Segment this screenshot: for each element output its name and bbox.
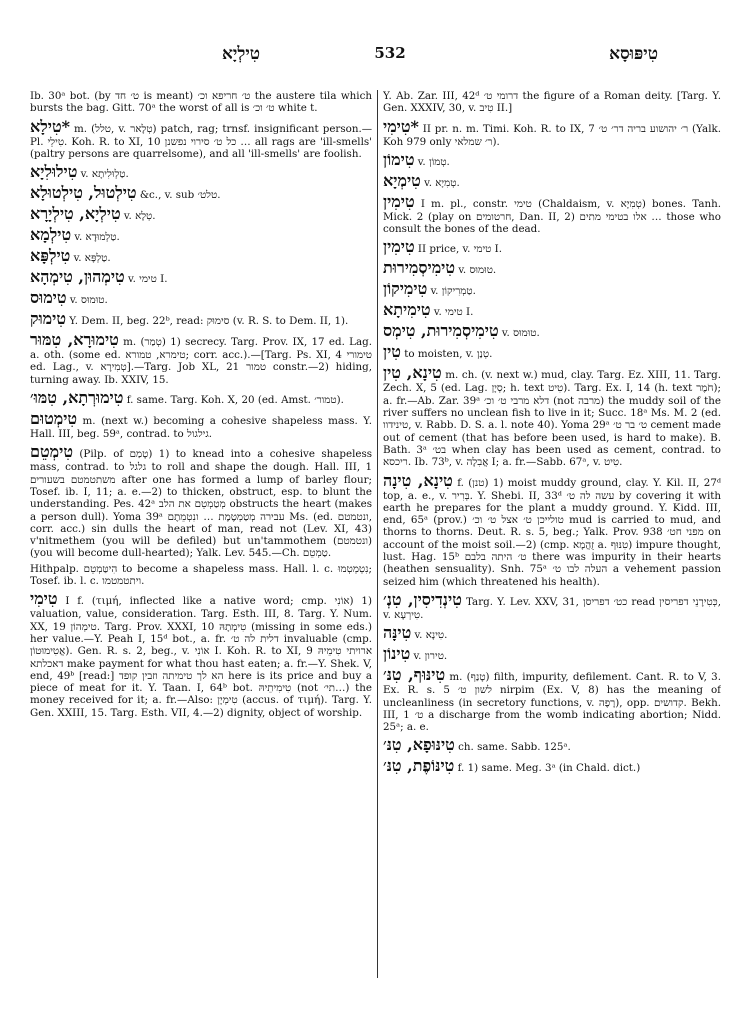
- dictionary-entry: [30, 118, 372, 161]
- dictionary-entry: [30, 410, 372, 440]
- left-column: [30, 90, 372, 990]
- entry-text: Y. Dem. II, beg. 22ᵇ, read: סימוּק (v. R. S. to Dem. II, 1).: [69, 315, 349, 328]
- entry-text: (Pilp. of טָמַם) 1) to knead into a cohesive shapeless mass, contrad. to גלגל to roll and shape the dough. Hall. III, 1 משתטמטם בשעורים after one has formed a lump of barley flour; Tosef. ib. I, 11; a. e.—2) to thicken, obstruct, esp. to blunt the understanding. Pes. 42ᵃ מְטַמְטֵם את הלב obstructs the heart (makes a person dull). Yoma 39ᵃ עבירה מְטַמְטֶמֶת … ונִטְמֵתֶם Ms. (ed. ונטמטם, corr. acc.) sin dulls the heart of man, read not (Lev. XI, 43) v'nitmethem (you will be defiled) but un'tammothem (ונטמטם) (you will become dull-hearted); Yalk. Lev. 545.—Ch. טַמְטֵם.: [30, 448, 372, 560]
- entry-headword: טִימִיתָא: [383, 300, 431, 320]
- running-header: [36, 44, 714, 74]
- entry-headword: טִימְיָא: [383, 170, 421, 190]
- dictionary-entry: [30, 310, 372, 328]
- dictionary-entry: [30, 247, 372, 265]
- entry-headword: טִינָא, טִינָה: [383, 470, 453, 490]
- dictionary-entry: [383, 118, 721, 148]
- header-right-word: טִיפּוּסָא: [609, 44, 658, 64]
- entry-headword: טִימוּס: [30, 288, 67, 308]
- entry-headword: *טִילָא: [30, 116, 70, 136]
- entry-text: Y. Ab. Zar. III, 42ᵈ דרומי ט׳ the figure of a Roman deity. [Targ. Y. Gen. XXXIV, 30, v. טִיב II.]: [383, 90, 721, 115]
- entry-headword: טִילְמָא: [30, 225, 72, 245]
- dictionary-entry: [383, 666, 721, 733]
- dictionary-entry: [383, 238, 721, 256]
- dictionary-entry: [30, 590, 372, 719]
- dictionary-entry: [30, 184, 372, 202]
- entry-text: to moisten, v. טְנַן.: [404, 348, 493, 361]
- entry-headword: טִימוּרְתָא, טִמּוּ׳: [30, 388, 124, 408]
- entry-text: v. טִינָא.: [414, 629, 448, 642]
- entry-headword: טִימִיקוֹן: [383, 279, 428, 299]
- entry-headword: טִימוּק: [30, 309, 66, 329]
- dictionary-entry: [30, 268, 372, 286]
- dictionary-entry: [383, 624, 721, 642]
- entry-text: f. same. Targ. Koh. X, 20 (ed. Amst. טמור׳).: [126, 394, 344, 407]
- dictionary-entry: [383, 259, 721, 277]
- dictionary-entry: [383, 280, 721, 298]
- page-number: 532: [374, 44, 406, 62]
- entry-headword: טִינָּה: [383, 623, 412, 643]
- entry-text: &c., v. sub טלט׳.: [139, 189, 221, 202]
- dictionary-entry: [30, 389, 372, 407]
- entry-headword: טִימִי: [30, 589, 58, 609]
- entry-text: v. טירון.: [413, 650, 448, 663]
- header-left-word: טִילְיָא: [222, 44, 261, 64]
- dictionary-entry: [383, 322, 721, 340]
- column-divider: [377, 90, 378, 978]
- dictionary-entry: [30, 226, 372, 244]
- dictionary-entry: [383, 591, 721, 621]
- entry-text: I f. (τιμή, inflected like a native word; cmp. אוֹנִי) 1) valuation, value, consideration. Targ. Esth. III, 8. Targ. Y. Num. XX, 19 טימְהוֹן. Targ. Prov. XXXI, 10 טִימְתָהּ (missing in some eds.) her value.—Y. Peah I, 15ᵈ bot., a. fr. דלית לה ט׳ invaluable (cmp. אֲטִימוּטוֹן). Gen. R. s. 2, beg., v. אוֹנִי I. Koh. R. to XI, 9 ארויתי טִימֵיהּ דאכלתא make payment for what thou hast eaten; a. fr.—Y. Shek. V, end, 49ᵇ [read:] הא לך טימיתה וזבין קופד here is its price and buy a piece of meat for it. Y. Taan. I, 64ᵇ bot. טִימִיתֵיהּ (not תי׳…) the money received for it; a. fr.—Also: טִימְיָן (accus. of τιμή). Targ. Y. Gen. XXIII, 15. Targ. Esth. VII, 4.—2) dignity, object of worship.: [30, 595, 372, 719]
- dictionary-entry: [30, 90, 372, 115]
- entry-headword: טִין: [383, 342, 401, 362]
- entry-text: m. (טָנַף) filth, impurity, defilement. Cant. R. to V, 3. Ex. R. s. 5 לשון ט׳ nirpim (Ex. V, 8) has the meaning of uncleanliness (in secretory functions, v. רָפֶה), opp. קדושים. Bekh. III, 1 ט׳ a discharge from the womb indicating abortion; Nidd. 25ᵃ; a. e.: [383, 671, 721, 734]
- entry-text: v. טְמוֹן.: [417, 155, 450, 168]
- dictionary-entry: [30, 443, 372, 559]
- entry-headword: טִימְהוּן, טִימְהָא: [30, 267, 125, 287]
- entry-text: v. טוּמוּס.: [69, 294, 108, 307]
- entry-text: II price, v. טימי I.: [417, 243, 503, 256]
- dictionary-entry: [30, 563, 372, 588]
- dictionary-entry: [30, 163, 372, 181]
- entry-text: II pr. n. m. Timi. Koh. R. to IX, 7 ר׳ יהושוע בריה דר׳ ט׳ (Yalk. Koh 979 only ר׳ שמלאי).: [383, 122, 721, 148]
- entry-headword: *טִימִי: [383, 116, 419, 136]
- entry-headword: טִימוּרָא, טִמּוּר: [30, 330, 119, 350]
- entry-headword: טִינוֹן: [383, 644, 411, 664]
- entry-headword: טִילְיָא, טִילְיָרָא: [30, 204, 121, 224]
- dictionary-entry: [383, 757, 721, 775]
- entry-text: m. (טלל, v. טְלָאר) patch, rag; trnsf. insignificant person.—Pl. טִילֵי. Koh. R. to XI, 10 כל ט׳ סירוי נפשנן … all rags are 'ill-smells' (paltry persons are quarrelsome), and all 'ill-smells' are foolish.: [30, 122, 372, 160]
- dictionary-entry: [30, 205, 372, 223]
- dictionary-entry: [383, 172, 721, 190]
- entry-text: v. טימי I.: [433, 306, 474, 319]
- entry-headword: טִילְטוּל, טִילְטוּלָא: [30, 183, 137, 203]
- dictionary-entry: [30, 331, 372, 386]
- dictionary-entry: [383, 151, 721, 169]
- entry-headword: טִימְטוּם: [30, 409, 78, 429]
- entry-text: f. (טנן) 1) moist muddy ground, clay. Y. Kil. II, 27ᵈ top, a. e., v. בְּרִיר. Y. Shebi. II, 33ᵈ עשה לה ט׳ by covering it with earth he prepares for the plant a muddy ground. Y. Kidd. III, end, 65ᵃ (prov.) טולייכן ט׳ אצל ט׳ וכ׳ mud is carried to mud, and thorns to thorns. Deut. R. s. 5, beg.; Yalk. Prov. 938 מפני חט׳ on account of the moist soil.—2) (cmp. זֻהֲמָא a. טִנּוּף) impure thought, lust. Hag. 15ᵇ ט׳ היתה בלבם there was impurity in their hearts (heathen sensuality). Snh. 75ᵃ העלה לבו ט׳ a vehement passion seized him (which threatened his health).: [383, 476, 721, 588]
- entry-text: Targ. Y. Lev. XXV, 31, כט׳ דפריסן read כְּטִירָנֵי דפריסין, v. טִירְעָא.: [383, 595, 721, 621]
- entry-headword: טִימִיסְמִירוּת, טִימְס: [383, 321, 499, 341]
- entry-text: v. טוּמוּס.: [501, 327, 540, 340]
- entry-text: Ib. 30ᵃ bot. (by ט׳ חד is meant) ט׳ חריפא וכ׳ the austere tila which bursts the bag. Gitt. 70ᵃ the worst of all is ט׳ וכ׳ white t.: [30, 90, 372, 115]
- entry-headword: טִינּוּפָא, טִנּ׳: [383, 735, 455, 755]
- entry-text: v. טימי I.: [127, 273, 168, 286]
- dictionary-entry: [383, 645, 721, 663]
- entry-headword: טִימִין: [383, 191, 415, 211]
- entry-headword: טִינְדִיסִין, טִנְ׳: [383, 589, 462, 609]
- entry-text: v. טַלְמוּדָא.: [74, 231, 120, 244]
- dictionary-entry: [30, 289, 372, 307]
- dictionary-entry: [383, 193, 721, 236]
- entry-text: v. טַלְפָּא.: [73, 252, 111, 265]
- entry-headword: טִימְטֵם: [30, 442, 73, 462]
- entry-text: Hithpalp. הִיטַּמְטֵם to become a shapeless mass. Hall. l. c. נִטְמְטְמוּ; Tosef. ib. l. c. ויתטמטמו.: [30, 562, 372, 588]
- dictionary-entry: [383, 736, 721, 754]
- entry-headword: טִימִין: [383, 237, 415, 257]
- entry-text: I m. pl., constr. טימי (Chaldaism, v. טְמִיָא) bones. Tanh. Mick. 2 (play on חרטומים, Dan. II, 2) אלו בטימי מתים … those who consult the bones of the dead.: [383, 197, 721, 236]
- dictionary-entry: [383, 364, 721, 468]
- dictionary-entry: [383, 472, 721, 588]
- entry-headword: טִילוּלִיָא: [30, 162, 78, 182]
- entry-text: m. (טְמַר) 1) secrecy. Targ. Prov. IX, 17 ed. Lag. a. oth. (some ed. טימרא, טמורא; corr. acc.).—[Targ. Ps. XI, 4 טימורי ed. Lag., v. טְמִירָא].—Targ. Job XL, 21 טמור constr.—2) hiding, turning away. Ib. XXIV, 15.: [30, 336, 372, 386]
- entry-text: f. 1) same. Meg. 3ᵃ (in Chald. dict.): [457, 762, 641, 775]
- entry-text: v. טְלָא.: [123, 210, 156, 223]
- entry-text: m. ch. (v. next w.) mud, clay. Targ. Ez. XIII, 11. Targ. Zech. X, 5 (ed. Lag. סְיָן; h. text טִיט). Targ. Ex. I, 14 (h. text חֹמֶר); a. fr.—Ab. Zar. 39ᵃ דלא מרבי ט׳ וכ׳ (not מרבה) the muddy soil of the river suffers no unclean fish to live in it; Succ. 18ᵃ Ms. M. 2 (ed. טינידוו, v. Rabb. D. S. a. l. note 40). Yoma 29ᵃ ט׳ בר ט׳ cement made out of cement (that has before been used, is hard to make). B. Bath. 3ᵃ בט׳ when clay has been used as cement, contrad. to ריכסא. Ib. 73ᵇ, v. אֲבִלָה I; a. fr.—Sabb. 67ᵃ, v. טִיט.: [383, 369, 721, 469]
- entry-text: ch. same. Sabb. 125ᵃ.: [458, 741, 571, 754]
- entry-text: v. טַמְרִיקוֹן.: [430, 285, 476, 298]
- entry-headword: טִימוֹן: [383, 149, 415, 169]
- dictionary-entry: [383, 90, 721, 115]
- dictionary-entry: [383, 301, 721, 319]
- entry-text: v. טְמִיָא.: [424, 176, 460, 189]
- entry-text: m. (next w.) becoming a cohesive shapeless mass. Y. Hall. III, beg. 59ᵃ, contrad. to גילגול.: [30, 415, 372, 441]
- right-column: [383, 90, 721, 990]
- entry-text: v. טַלְוּלִיתָא.: [80, 168, 129, 181]
- dictionary-entry: [383, 343, 721, 361]
- entry-headword: טִינָא, טִין: [383, 363, 442, 383]
- entry-headword: טִימִיסְמִירוּת: [383, 258, 456, 278]
- entry-headword: טִילְפָּא: [30, 246, 71, 266]
- entry-headword: טִינּוּף, טִנּ׳: [383, 665, 446, 685]
- entry-headword: טִינּוֹפֶת, טִנּ׳: [383, 756, 455, 776]
- entry-text: v. טוּמוּס.: [458, 264, 497, 277]
